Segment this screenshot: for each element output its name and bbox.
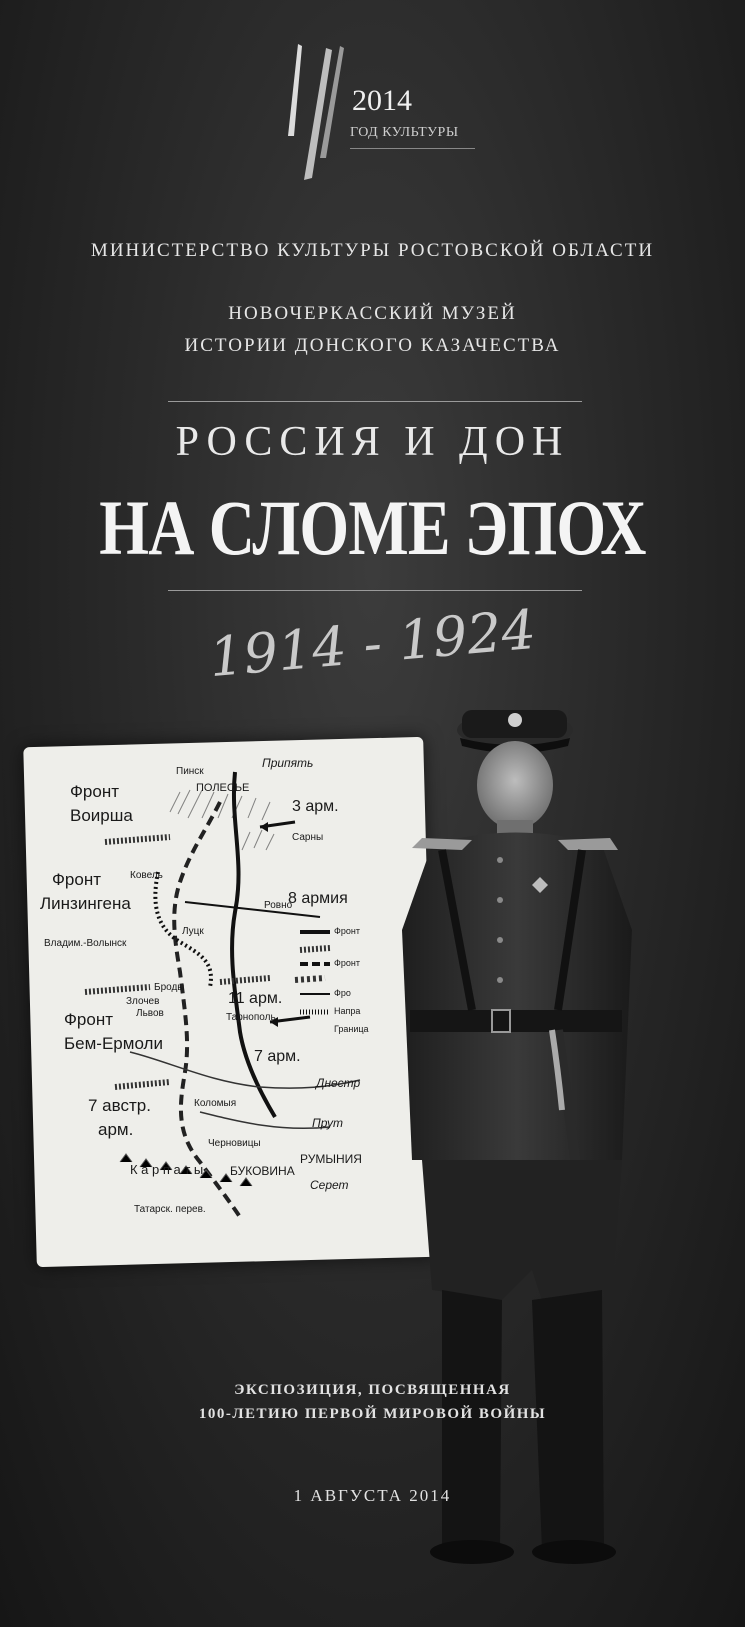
map-label-army7a-1: 7 австр.	[88, 1096, 151, 1115]
years-range: 1914 - 1924	[206, 597, 539, 690]
title-line1: РОССИЯ И ДОН	[175, 419, 570, 465]
map-label-lvov: Львов	[136, 1008, 164, 1019]
map-label-polesie: ПОЛЕСЬЕ	[196, 782, 250, 794]
museum-name-line1: НОВОЧЕРКАССКИЙ МУЗЕЙ	[228, 303, 517, 324]
map-label-front-linz-2: Линзингена	[40, 894, 131, 913]
map-label-rumyniya: РУМЫНИЯ	[300, 1152, 362, 1166]
map-label-tarnopol: Тарнополь	[226, 1012, 276, 1023]
map-label-army8: 8 армия	[288, 890, 348, 907]
map-label-zlochev: Злочев	[126, 996, 160, 1007]
map-label-karpaty: К а р п а т ы	[130, 1162, 204, 1177]
map-label-front-bem-1: Фронт	[64, 1010, 114, 1029]
exposition-line2: 100-ЛЕТИЮ ПЕРВОЙ МИРОВОЙ ВОЙНЫ	[198, 1406, 547, 1422]
title-rule-bottom	[168, 590, 582, 591]
map-label-kovel: Ковель	[130, 870, 163, 881]
ministry-name: МИНИСТЕРСТВО КУЛЬТУРЫ РОСТОВСКОЙ ОБЛАСТИ	[90, 240, 655, 261]
logo-subtitle: ГОД КУЛЬТУРЫ	[350, 125, 459, 140]
map-label-vladim: Владим.-Волынск	[44, 938, 127, 949]
museum-name-line2: ИСТОРИИ ДОНСКОГО КАЗАЧЕСТВА	[184, 335, 561, 356]
map-label-bukovina: БУКОВИНА	[230, 1164, 295, 1178]
map-legend-3: Фро	[334, 988, 351, 998]
exposition-caption	[0, 1378, 745, 1426]
map-legend-1: Фронт	[334, 926, 360, 936]
title-rule-top	[168, 401, 582, 402]
map-label-brody: Броды	[154, 982, 185, 993]
map-label-prut: Прут	[312, 1116, 343, 1130]
logo-underline	[350, 148, 475, 149]
map-label-pripyat: Припять	[262, 756, 314, 770]
map-label-army7: 7 арм.	[254, 1048, 301, 1065]
map-label-front-voirsha-2: Воирша	[70, 806, 133, 825]
map-legend-4: Напра	[334, 1006, 361, 1016]
map-legend-5: Граница	[334, 1024, 369, 1034]
exposition-line1: ЭКСПОЗИЦИЯ, ПОСВЯЩЕННАЯ	[234, 1382, 511, 1398]
map-label-kolomyya: Коломыя	[194, 1098, 237, 1109]
front-map	[30, 742, 430, 1262]
map-label-dnestr: Днестр	[316, 1076, 361, 1090]
year-of-culture-logo	[280, 40, 490, 190]
map-label-rovno: Ровно	[264, 900, 293, 911]
map-label-front-voirsha-1: Фронт	[70, 782, 120, 801]
title-line2: НА СЛОМЕ ЭПОХ	[99, 484, 646, 571]
map-label-chernovitsy: Черновицы	[208, 1138, 261, 1149]
map-label-army3: 3 арм.	[292, 798, 339, 815]
map-label-sarny: Сарны	[292, 832, 324, 843]
map-label-lutsk: Луцк	[182, 926, 204, 937]
logo-year: 2014	[352, 84, 412, 117]
map-label-tatarsk: Татарск. перев.	[134, 1204, 206, 1215]
museum-name	[0, 298, 745, 362]
officer-photo	[382, 690, 672, 1590]
map-label-front-bem-2: Бем-Ермоли	[64, 1034, 163, 1053]
map-label-seret: Серет	[310, 1178, 349, 1192]
map-label-army7a-2: арм.	[98, 1120, 134, 1139]
map-label-army11: 11 арм.	[228, 990, 283, 1007]
map-label-front-linz-1: Фронт	[52, 870, 102, 889]
map-label-pinsk: Пинск	[176, 766, 204, 777]
map-legend-2: Фронт	[334, 958, 360, 968]
exhibition-date: 1 АВГУСТА 2014	[293, 1486, 452, 1505]
